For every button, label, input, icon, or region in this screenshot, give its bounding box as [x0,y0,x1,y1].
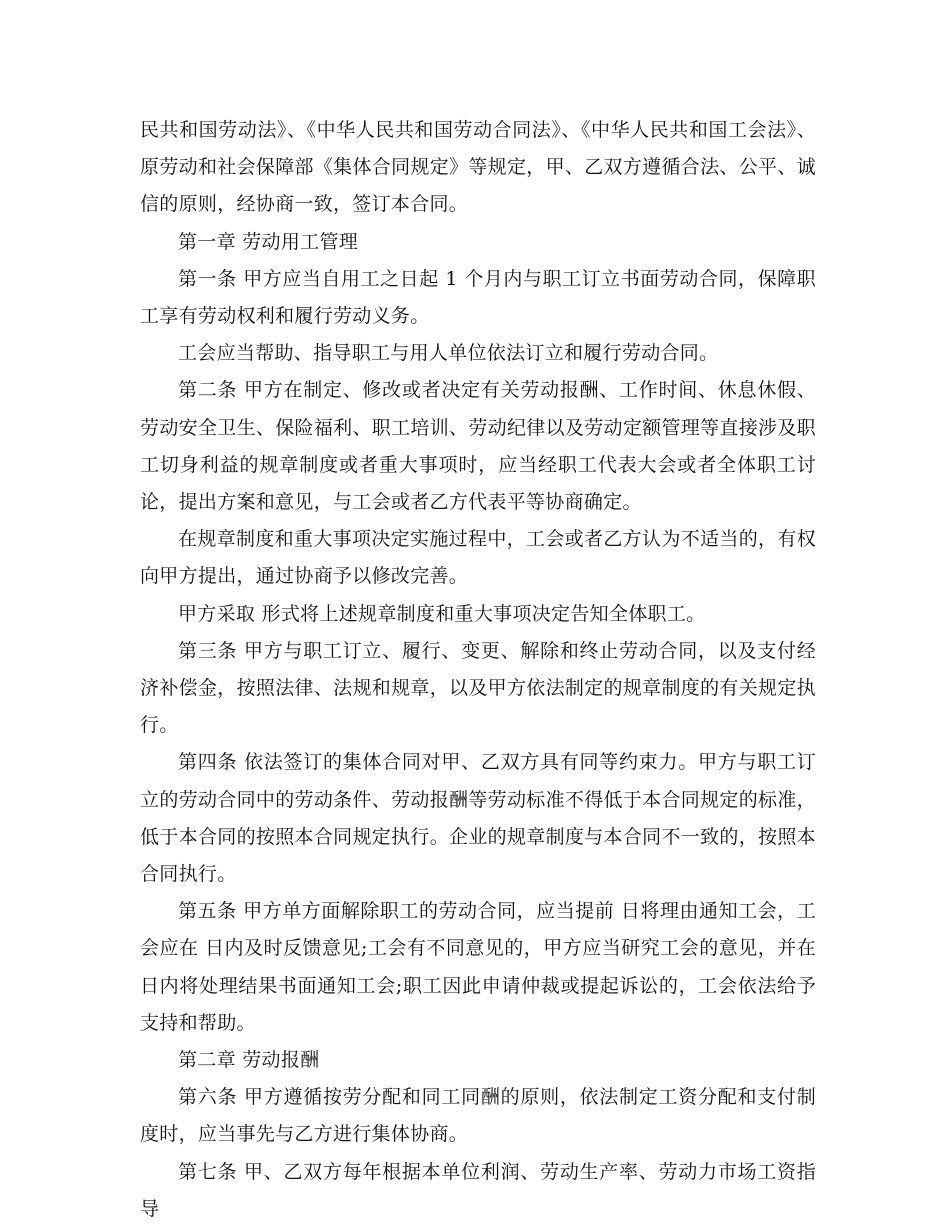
article-3: 第三条 甲方与职工订立、履行、变更、解除和终止劳动合同，以及支付经济补偿金，按照法律、法规和规章，以及甲方依法制定的规章制度的有关规定执行。 [140,639,816,737]
article-7: 第七条 甲、乙双方每年根据本单位利润、劳动生产率、劳动力市场工资指导 [140,1160,816,1220]
article-4: 第四条 依法签订的集体合同对甲、乙双方具有同等约束力。甲方与职工订立的劳动合同中的劳动条件、劳动报酬等劳动标准不得低于本合同规定的标准，低于本合同的按照本合同规定执行。企业的规章制度与本合同不一致的，按照本合同执行。 [140,751,816,886]
article-2: 第二条 甲方在制定、修改或者决定有关劳动报酬、工作时间、休息休假、劳动安全卫生、保险福利、职工培训、劳动纪律以及劳动定额管理等直接涉及职工切身利益的规章制度或者重大事项时，应当经职工代表大会或者全体职工讨论，提出方案和意见，与工会或者乙方代表平等协商确定。 [140,379,816,514]
article-6: 第六条 甲方遵循按劳分配和同工同酬的原则，依法制定工资分配和支付制度时，应当事先与乙方进行集体协商。 [140,1086,816,1146]
document-body [140,112,816,1228]
chapter-1-heading: 第一章 劳动用工管理 [178,230,359,253]
article-1-union-clause: 工会应当帮助、指导职工与用人单位依法订立和履行劳动合同。 [178,342,719,365]
article-2-revision-clause: 在规章制度和重大事项决定实施过程中，工会或者乙方认为不适当的，有权向甲方提出，通过协商予以修改完善。 [140,528,816,588]
article-1: 第一条 甲方应当自用工之日起 1 个月内与职工订立书面劳动合同，保障职工享有劳动权利和履行劳动义务。 [140,267,816,328]
article-2-notice-clause: 甲方采取 形式将上述规章制度和重大事项决定告知全体职工。 [178,602,706,625]
chapter-2-heading: 第二章 劳动报酬 [178,1049,320,1072]
article-5: 第五条 甲方单方面解除职工的劳动合同，应当提前 日将理由通知工会，工会应在 日内及时反馈意见;工会有不同意见的，甲方应当研究工会的意见，并在 日内将处理结果书面通知工会;职工因此申请仲裁或提起诉讼的，工会依法给予支持和帮助。 [140,900,816,1034]
paragraph-preamble-continuation: 民共和国劳动法》、《中华人民共和国劳动合同法》、《中华人民共和国工会法》、原劳动和社会保障部《集体合同规定》等规定，甲、乙双方遵循合法、公平、诚信的原则，经协商一致，签订本合同。 [140,119,816,216]
